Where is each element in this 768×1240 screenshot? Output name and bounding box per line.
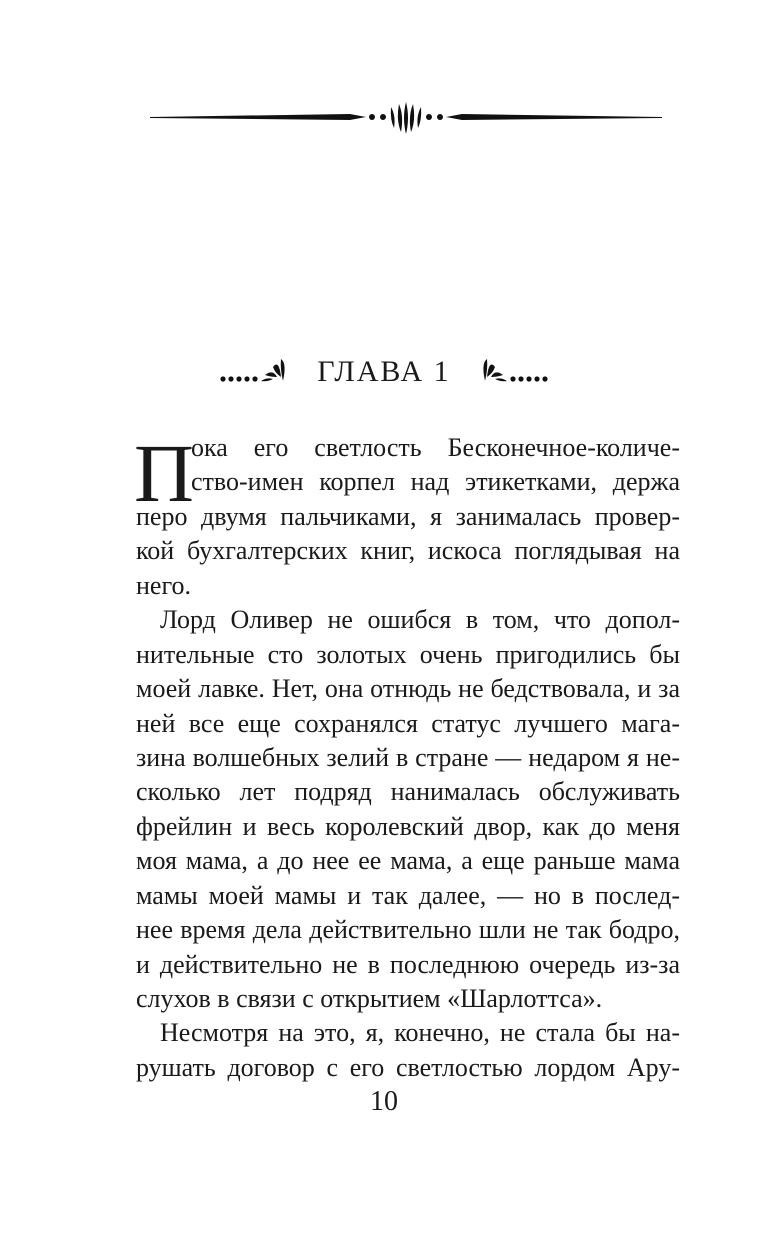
right-heading-ornament bbox=[481, 355, 549, 385]
drop-cap: П bbox=[134, 427, 194, 519]
text-line: ство-имен корпел над этикетками, держа bbox=[191, 467, 680, 497]
text-line: нее время дела действительно шли не так бодро, bbox=[136, 915, 680, 945]
text-line: ока его светлость Бесконечное-количе- bbox=[191, 433, 680, 462]
paragraph-2 bbox=[136, 603, 680, 1016]
text-line: перо двумя пальчиками, я занималась провер- bbox=[136, 501, 680, 531]
text-line: сколько лет подряд нанималась обслуживать bbox=[136, 777, 680, 807]
text-line: Несмотря на это, я, конечно, не стала бы на- bbox=[160, 1018, 680, 1048]
top-ornament-divider bbox=[150, 98, 662, 140]
text-line: ней все еще сохранялся статус лучшего мага- bbox=[136, 708, 680, 738]
text-line: моей лавке. Нет, она отнюдь не бедствовала, и за bbox=[136, 674, 680, 704]
chapter-title: ГЛАВА 1 bbox=[317, 355, 451, 388]
text-line: нительные сто золотых очень пригодились бы bbox=[136, 639, 680, 669]
text-line: моя мама, а до нее ее мама, а еще раньше мама bbox=[136, 846, 680, 876]
body-text bbox=[134, 427, 680, 1085]
paragraph-3 bbox=[136, 1016, 680, 1085]
text-line: кой бухгалтерских книг, искоса поглядывая на bbox=[136, 536, 680, 566]
page-number: 10 bbox=[370, 1086, 398, 1117]
paragraph-1 bbox=[134, 427, 680, 603]
left-heading-ornament bbox=[219, 355, 287, 385]
text-line: рушать договор с его светлостью лордом Ару- bbox=[136, 1052, 680, 1082]
text-line: мамы моей мамы и так далее, — но в послед- bbox=[136, 880, 680, 910]
text-line: Лорд Оливер не ошибся в том, что допол- bbox=[160, 605, 680, 635]
text-line: зина волшебных зелий в стране — недаром я не- bbox=[136, 742, 680, 772]
chapter-heading bbox=[0, 345, 768, 395]
text-line: него. bbox=[136, 570, 191, 600]
text-line: и действительно не в последнюю очередь из-за bbox=[136, 949, 680, 979]
text-line: слухов в связи с открытием «Шарлоттса». bbox=[136, 984, 603, 1013]
text-line: фрейлин и весь королевский двор, как до меня bbox=[136, 811, 680, 841]
